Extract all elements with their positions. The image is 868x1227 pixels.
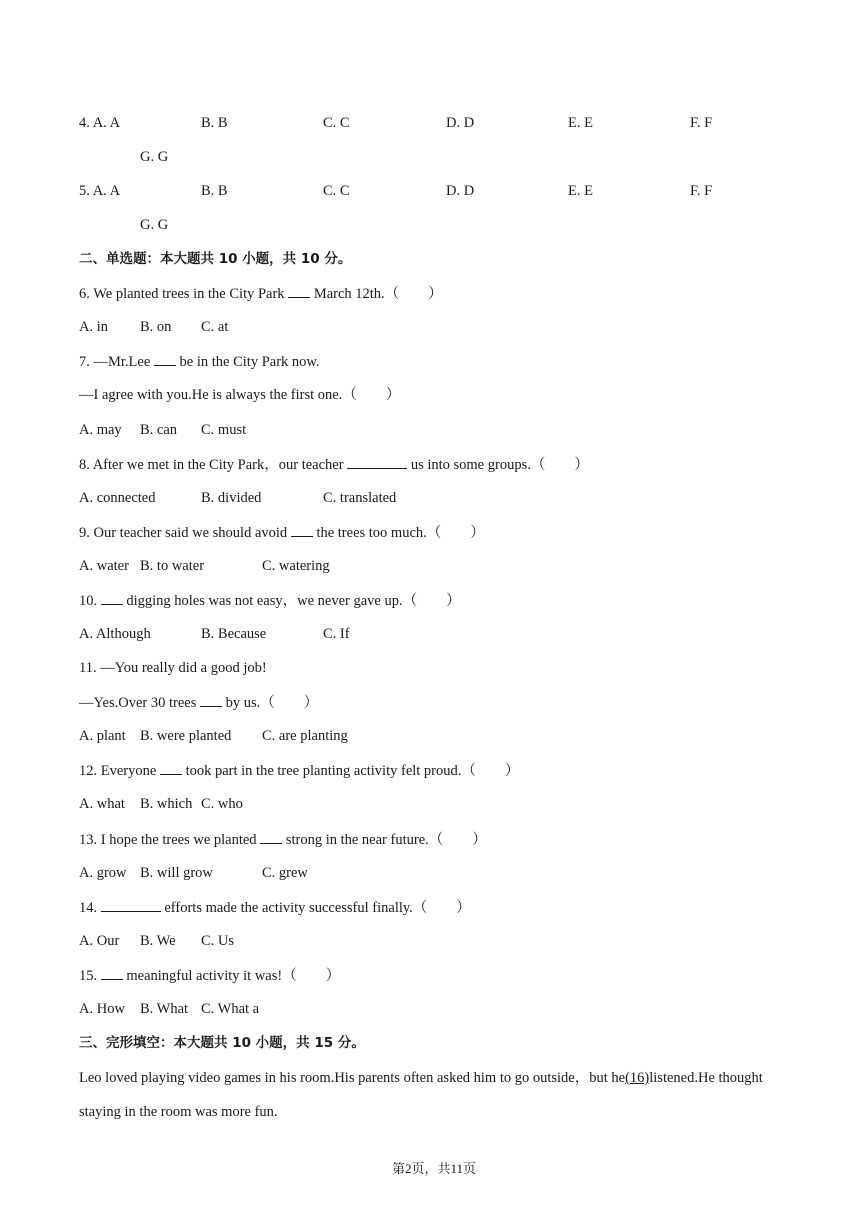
q12-stem-end: took part in the tree planting activity felt proud.（ ）	[185, 763, 520, 779]
q12-option-b: B. which	[140, 796, 193, 812]
q10-option-a: A. Although	[79, 626, 151, 642]
q15-blank	[101, 966, 123, 980]
q8-stem	[79, 455, 589, 474]
q6-option-b: B. on	[140, 319, 172, 335]
cloze-blank-16: (16)	[625, 1070, 650, 1086]
q5-option-g: G. G	[140, 217, 169, 233]
q14-option-b: B. We	[140, 933, 176, 949]
q12-stem-start: 12. Everyone	[79, 763, 157, 779]
section-heading-cloze: 三、完形填空：本大题共 10 小题，共 15 分。	[79, 1035, 365, 1051]
page-footer: 第2页，共11页	[391, 1161, 477, 1176]
cloze-passage-line-1	[79, 1069, 763, 1087]
q13-blank	[260, 830, 282, 844]
q14-stem	[79, 898, 471, 917]
q10-option-c: C. If	[323, 626, 350, 642]
q5-option-e: E. E	[568, 183, 593, 199]
q9-option-a: A. water	[79, 558, 129, 574]
q4-options-row	[79, 114, 120, 132]
q13-option-b: B. will grow	[140, 865, 213, 881]
q15-option-c: C. What a	[201, 1001, 260, 1017]
q8-stem-start: 8. After we met in the City Park，our teacher	[79, 457, 344, 473]
q4-option-b: B. B	[201, 115, 228, 131]
q6-blank	[288, 284, 310, 298]
q12-option-a: A. what	[79, 796, 125, 812]
q7-stem-end: be in the City Park now.	[179, 354, 320, 370]
q5-option-b: B. B	[201, 183, 228, 199]
q7-option-a: A. may	[79, 422, 122, 438]
q11-stem-start: —Yes.Over 30 trees	[79, 695, 197, 711]
passage-text: listened.He thought	[649, 1070, 763, 1086]
q9-blank	[291, 523, 313, 537]
q6-stem	[79, 284, 443, 303]
q11-stem	[79, 693, 318, 712]
q7-stem-start: 7. —Mr.Lee	[79, 354, 151, 370]
q14-stem-end: efforts made the activity successful finally.（ ）	[164, 900, 471, 916]
q11-option-b: B. were planted	[140, 728, 232, 744]
q5-option-c: C. C	[323, 183, 350, 199]
q14-stem-start: 14.	[79, 900, 98, 916]
passage-text: Leo loved playing video games in his room.His parents often asked him to go outside，but he	[79, 1070, 626, 1086]
q14-option-a: A. Our	[79, 933, 120, 949]
q7-option-c: C. must	[201, 422, 247, 438]
q10-stem	[79, 591, 461, 610]
q7-stem	[79, 352, 320, 371]
q8-stem-end: us into some groups.（ ）	[410, 457, 589, 473]
q10-stem-end: digging holes was not easy，we never gave up.（ ）	[126, 593, 461, 609]
q4-option-e: E. E	[568, 115, 593, 131]
q11-prompt: 11. —You really did a good job!	[79, 660, 267, 676]
q6-option-a: A. in	[79, 319, 108, 335]
q11-blank	[200, 693, 222, 707]
cloze-passage-line-2: staying in the room was more fun.	[79, 1104, 278, 1120]
q4-option-f: F. F	[690, 115, 713, 131]
q14-blank	[101, 898, 161, 912]
q10-blank	[101, 591, 123, 605]
q9-stem-end: the trees too much.（ ）	[316, 525, 485, 541]
q4-option-c: C. C	[323, 115, 350, 131]
q9-stem	[79, 523, 485, 542]
q12-blank	[160, 761, 182, 775]
q14-option-c: C. Us	[201, 933, 235, 949]
q4-option-g: G. G	[140, 149, 169, 165]
q13-stem-start: 13. I hope the trees we planted	[79, 832, 257, 848]
q15-stem-start: 15.	[79, 968, 98, 984]
q8-option-b: B. divided	[201, 490, 262, 506]
q10-option-b: B. Because	[201, 626, 267, 642]
q6-stem-start: 6. We planted trees in the City Park	[79, 286, 285, 302]
q15-option-a: A. How	[79, 1001, 125, 1017]
q15-stem	[79, 966, 340, 985]
q11-stem-end: by us.（ ）	[225, 695, 319, 711]
q15-option-b: B. What	[140, 1001, 189, 1017]
section-heading-single-choice: 二、单选题：本大题共 10 小题，共 10 分。	[79, 251, 352, 267]
q8-blank	[347, 455, 407, 469]
q4-option-d: D. D	[446, 115, 475, 131]
q5-option-f: F. F	[690, 183, 713, 199]
q10-stem-start: 10.	[79, 593, 98, 609]
q11-option-c: C. are planting	[262, 728, 348, 744]
q9-option-c: C. watering	[262, 558, 330, 574]
q13-option-a: A. grow	[79, 865, 127, 881]
q4-option-a: 4. A. A	[79, 115, 121, 131]
q5-option-d: D. D	[446, 183, 475, 199]
q8-option-a: A. connected	[79, 490, 156, 506]
q15-stem-end: meaningful activity it was!（ ）	[126, 968, 341, 984]
q13-stem-end: strong in the near future.（ ）	[285, 832, 487, 848]
q12-stem	[79, 761, 519, 780]
q5-option-a: 5. A. A	[79, 183, 121, 199]
q13-option-c: C. grew	[262, 865, 308, 881]
q8-option-c: C. translated	[323, 490, 397, 506]
q12-option-c: C. who	[201, 796, 243, 812]
q7-response: —I agree with you.He is always the first one.（ ）	[79, 387, 401, 403]
q11-option-a: A. plant	[79, 728, 126, 744]
q9-stem-start: 9. Our teacher said we should avoid	[79, 525, 288, 541]
q13-stem	[79, 830, 487, 849]
q6-option-c: C. at	[201, 319, 229, 335]
q7-option-b: B. can	[140, 422, 178, 438]
q9-option-b: B. to water	[140, 558, 205, 574]
q7-blank	[154, 352, 176, 366]
q6-stem-end: March 12th.（ ）	[313, 286, 443, 302]
